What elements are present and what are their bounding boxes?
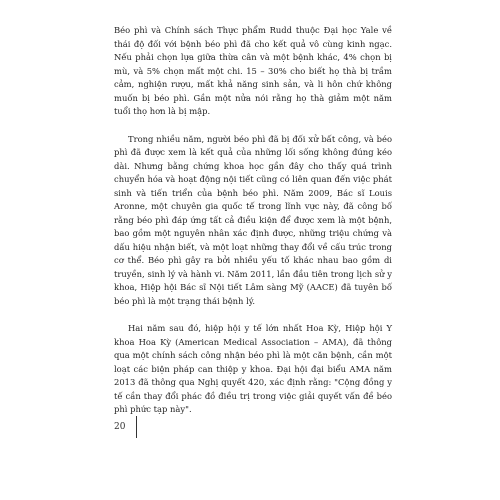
paragraph-1: Béo phì và Chính sách Thực phẩm Rudd thuộc Đại học Yale về thái độ đối với bệnh béo phì đã cho kết quả vô cùng kinh ngạc. Nếu phải chọn lựa giữa thừa cân và một bệnh khác, 4% chọn bị mù, và 5% chọn mất một chi. 15 – 30% cho biết họ thà bị trầm cảm, nghiện rượu, mất khả năng sinh sản, và li hôn chứ không muốn bị béo phì. Gần một nửa nói rằng họ thà giảm một năm tuổi thọ hơn là bị mập. [114,25,392,116]
body-text [114,24,392,417]
page-footer [114,416,137,438]
paragraph-2: Trong nhiều năm, người béo phì đã bị đối xử bất công, và béo phì đã được xem là kết quả của những lối sống không đúng kéo dài. Nhưng bằng chứng khoa học gần đây cho thấy quá trình chuyển hóa và hoạt động nội tiết cũng có liên quan đến việc phát sinh và tiến triển của bệnh béo phì. Năm 2009, Bác sĩ Louis Aronne, một chuyên gia quốc tế trong lĩnh vực này, đã công bố rằng béo phì đáp ứng tất cả điều kiện để được xem là một bệnh, bao gồm một nguyên nhân xác định được, những triệu chứng và dấu hiệu nhận biết, và một loạt những thay đổi về cấu trúc trong cơ thể. Béo phì gây ra bởi nhiều yếu tố khác nhau bao gồm di truyền, sinh lý và hành vi. Năm 2011, lần đầu tiên trong lịch sử y khoa, Hiệp hội Bác sĩ Nội tiết Lâm sàng Mỹ (AACE) đã tuyên bố béo phì là một trạng thái bệnh lý. [114,133,392,306]
paragraph-3: Hai năm sau đó, hiệp hội y tế lớn nhất Hoa Kỳ, Hiệp hội Y khoa Hoa Kỳ (American Medical Association – AMA), đã thông qua một chính sách công nhận béo phì là một căn bệnh, cần một loạt các biện pháp can thiệp y khoa. Đại hội đại biểu AMA năm 2013 đã thông qua Nghị quyết 420, xác định rằng: "Cộng đồng y tế cần thay đổi phác đồ điều trị trong việc giải quyết vấn đề béo phì phức tạp này". [114,323,392,414]
page-number: 20 [114,422,126,432]
footer-divider [136,416,137,438]
